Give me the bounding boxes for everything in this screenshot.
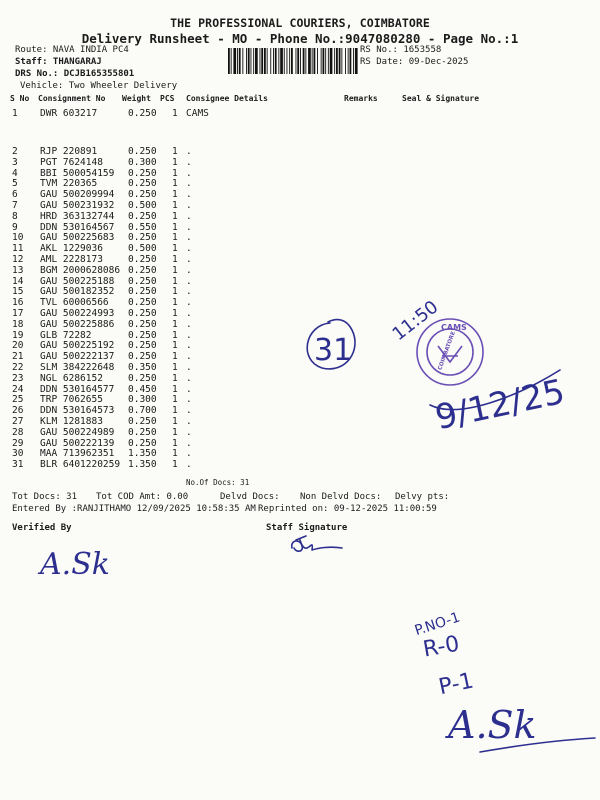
row-consignment: NGL 6286152 [40, 372, 103, 384]
row-consignee-details: . [186, 318, 192, 330]
vehicle-info: Vehicle: Two Wheeler Delivery [20, 81, 178, 91]
row-weight: 1.350 [128, 459, 157, 471]
row-consignee-details: . [186, 232, 192, 244]
row-consignee-details: . [186, 448, 192, 460]
drs-number: DRS No.: DCJB165355801 [15, 69, 135, 79]
row-sno: 12 [12, 254, 24, 265]
row-pcs: 1 [172, 167, 178, 179]
row-consignment: GAU 500182352 [40, 286, 115, 298]
row-consignee-details: . [186, 405, 192, 417]
reprinted-on: Reprinted on: 09-12-2025 11:00:59 [258, 504, 437, 514]
row-consignment: DDN 530164577 [40, 383, 115, 395]
row-weight: 0.250 [128, 108, 157, 119]
row-sno: 25 [12, 394, 24, 406]
row-weight: 0.550 [128, 221, 157, 233]
row-weight: 0.500 [128, 200, 157, 211]
row-weight: 0.250 [128, 297, 157, 309]
row-sno: 7 [12, 200, 18, 211]
col-sno: S No [10, 94, 30, 103]
row-pcs: 1 [172, 254, 178, 265]
row-consignee-details: . [186, 426, 192, 438]
row-consignment: AML 2228173 [40, 254, 103, 265]
row-consignee-details: . [186, 275, 192, 287]
row-consignment: DDN 530164573 [40, 405, 115, 417]
row-consignment: HRD 363132744 [40, 210, 115, 222]
cams-stamp [417, 319, 483, 385]
row-pcs: 1 [172, 200, 178, 211]
row-weight: 0.250 [128, 437, 157, 449]
row-consignment: AKL 1229036 [40, 243, 103, 255]
row-consignee-details: . [186, 200, 192, 211]
row-consignee-details: . [186, 351, 192, 363]
row-sno: 14 [12, 275, 24, 287]
col-consignee: Consignee Details [186, 94, 268, 103]
row-sno: 10 [12, 232, 24, 244]
row-consignment: DWR 603217 [40, 108, 98, 119]
row-consignment: GAU 500225188 [40, 275, 115, 287]
row-pcs: 1 [172, 437, 178, 449]
row-sno: 21 [12, 351, 24, 363]
row-consignee-details: . [186, 416, 192, 427]
row-consignee-details: CAMS [186, 108, 209, 119]
row-pcs: 1 [172, 286, 178, 298]
row-consignee-details: . [186, 243, 192, 255]
row-weight: 0.250 [128, 340, 157, 352]
row-sno: 13 [12, 264, 24, 276]
row-pcs: 1 [172, 372, 178, 384]
rs-number: RS No.: 1653558 [360, 45, 442, 55]
row-consignee-details: . [186, 329, 192, 341]
circled-count [307, 320, 355, 369]
row-consignee-details: . [186, 459, 192, 471]
row-pcs: 1 [172, 383, 178, 395]
handwritten-time: 11:50 [388, 296, 443, 346]
row-consignee-details: . [186, 362, 192, 373]
row-sno: 17 [12, 308, 24, 319]
row-consignee-details: . [186, 146, 192, 157]
row-consignment: DDN 530164567 [40, 221, 115, 233]
row-pcs: 1 [172, 275, 178, 287]
row-pcs: 1 [172, 448, 178, 460]
delvy-pts: Delvy pts: [395, 492, 450, 502]
no-of-docs: No.Of Docs: 31 [186, 478, 250, 487]
row-consignment: RJP 220891 [40, 146, 98, 157]
row-pcs: 1 [172, 297, 178, 309]
row-consignee-details: . [186, 383, 192, 395]
verified-initials: A.Sk [40, 547, 110, 582]
col-remarks: Remarks [344, 94, 378, 103]
row-consignee-details: . [186, 437, 192, 449]
row-sno: 19 [12, 329, 24, 341]
row-sno: 22 [12, 362, 24, 373]
row-consignment: BBI 500054159 [40, 167, 115, 179]
row-consignee-details: . [186, 221, 192, 233]
svg-text:31: 31 [314, 333, 353, 368]
row-pcs: 1 [172, 189, 178, 201]
col-weight: Weight [122, 94, 151, 103]
row-sno: 20 [12, 340, 24, 352]
row-sno: 18 [12, 318, 24, 330]
row-weight: 0.250 [128, 210, 157, 222]
row-sno: 6 [12, 189, 18, 201]
row-weight: 0.300 [128, 394, 157, 406]
row-consignment: GAU 500222139 [40, 437, 115, 449]
row-sno: 23 [12, 372, 24, 384]
col-pcs: PCS [160, 94, 175, 103]
row-pcs: 1 [172, 210, 178, 222]
row-weight: 0.300 [128, 156, 157, 168]
row-pcs: 1 [172, 318, 178, 330]
row-consignment: GLB 72282 [40, 329, 92, 341]
row-consignee-details: . [186, 167, 192, 179]
row-consignment: PGT 7624148 [40, 156, 103, 168]
row-consignee-details: . [186, 394, 192, 406]
row-weight: 0.250 [128, 416, 157, 427]
row-weight: 0.250 [128, 318, 157, 330]
row-consignee-details: . [186, 210, 192, 222]
row-consignee-details: . [186, 156, 192, 168]
row-pcs: 1 [172, 394, 178, 406]
entered-by: Entered By :RANJITHAMO 12/09/2025 10:58:35 AM [12, 504, 256, 514]
row-sno: 2 [12, 146, 18, 157]
row-weight: 0.250 [128, 329, 157, 341]
row-weight: 0.250 [128, 351, 157, 363]
row-pcs: 1 [172, 264, 178, 276]
row-consignment: SLM 384222648 [40, 362, 115, 373]
row-pcs: 1 [172, 308, 178, 319]
verified-by-label: Verified By [12, 523, 72, 533]
row-consignment: KLM 1281883 [40, 416, 103, 427]
row-sno: 16 [12, 297, 24, 309]
staff-info: Staff: THANGARAJ [15, 57, 102, 67]
row-pcs: 1 [172, 405, 178, 417]
row-pcs: 1 [172, 340, 178, 352]
row-weight: 0.250 [128, 275, 157, 287]
non-delvd-docs: Non Delvd Docs: [300, 492, 382, 502]
row-consignment: BLR 6401220259 [40, 459, 121, 471]
note-initials: A.Sk [448, 703, 537, 747]
row-pcs: 1 [172, 221, 178, 233]
row-consignment: GAU 500224989 [40, 426, 115, 438]
row-weight: 0.500 [128, 243, 157, 255]
row-pcs: 1 [172, 362, 178, 373]
row-sno: 5 [12, 178, 18, 190]
row-weight: 0.250 [128, 189, 157, 201]
row-pcs: 1 [172, 459, 178, 471]
row-weight: 1.350 [128, 448, 157, 460]
row-sno: 24 [12, 383, 24, 395]
row-consignment: GAU 500224993 [40, 308, 115, 319]
row-consignment: GAU 500222137 [40, 351, 115, 363]
row-consignee-details: . [186, 286, 192, 298]
row-weight: 0.350 [128, 362, 157, 373]
row-pcs: 1 [172, 156, 178, 168]
row-weight: 0.450 [128, 383, 157, 395]
row-sno: 4 [12, 167, 18, 179]
row-consignment: GAU 500209994 [40, 189, 115, 201]
row-pcs: 1 [172, 243, 178, 255]
col-seal: Seal & Signature [402, 94, 480, 103]
row-consignment: GAU 500225192 [40, 340, 115, 352]
row-weight: 0.250 [128, 167, 157, 179]
row-consignee-details: . [186, 264, 192, 276]
company-title: THE PROFESSIONAL COURIERS, COIMBATORE [170, 16, 430, 30]
handwritten-date: 9/12/25 [431, 371, 569, 439]
note-r: R-0 [421, 631, 462, 663]
row-consignment: MAA 713962351 [40, 448, 115, 460]
row-consignee-details: . [186, 178, 192, 190]
row-consignee-details: . [186, 308, 192, 319]
row-consignee-details: . [186, 372, 192, 384]
row-weight: 0.250 [128, 178, 157, 190]
row-pcs: 1 [172, 178, 178, 190]
row-consignment: GAU 500225886 [40, 318, 115, 330]
row-pcs: 1 [172, 426, 178, 438]
row-consignment: TVL 60006566 [40, 297, 109, 309]
row-sno: 29 [12, 437, 24, 449]
staff-signature-scrawl [292, 536, 342, 551]
row-weight: 0.250 [128, 232, 157, 244]
row-pcs: 1 [172, 416, 178, 427]
col-consignment: Consignment No [38, 94, 106, 103]
row-sno: 9 [12, 221, 18, 233]
row-weight: 0.250 [128, 264, 157, 276]
row-sno: 27 [12, 416, 24, 427]
svg-text:COIMBATORE: COIMBATORE [437, 330, 457, 372]
staff-signature-label: Staff Signature [266, 523, 348, 533]
row-weight: 0.700 [128, 405, 157, 417]
rs-date: RS Date: 09-Dec-2025 [360, 57, 469, 67]
row-weight: 0.250 [128, 286, 157, 298]
row-weight: 0.250 [128, 146, 157, 157]
row-sno: 31 [12, 459, 24, 471]
row-consignment: TRP 7062655 [40, 394, 103, 406]
row-weight: 0.250 [128, 372, 157, 384]
row-weight: 0.250 [128, 254, 157, 265]
row-sno: 1 [12, 108, 18, 119]
row-pcs: 1 [172, 232, 178, 244]
route-info: Route: NAVA INDIA PC4 [15, 45, 129, 55]
row-sno: 28 [12, 426, 24, 438]
row-weight: 0.250 [128, 308, 157, 319]
row-sno: 3 [12, 156, 18, 168]
row-consignment: BGM 2000628086 [40, 264, 121, 276]
row-consignee-details: . [186, 297, 192, 309]
note-pno: P.NO-1 [412, 609, 463, 640]
row-weight: 0.250 [128, 426, 157, 438]
row-consignee-details: . [186, 254, 192, 265]
row-consignee-details: . [186, 340, 192, 352]
row-sno: 15 [12, 286, 24, 298]
row-pcs: 1 [172, 351, 178, 363]
row-sno: 11 [12, 243, 24, 255]
runsheet-title: Delivery Runsheet - MO - Phone No.:9047080280 - Page No.:1 [81, 31, 519, 46]
row-consignee-details: . [186, 189, 192, 201]
row-sno: 8 [12, 210, 18, 222]
row-pcs: 1 [172, 146, 178, 157]
tot-docs: Tot Docs: 31 [12, 492, 78, 502]
row-sno: 26 [12, 405, 24, 417]
row-consignment: GAU 500231932 [40, 200, 115, 211]
tot-cod: Tot COD Amt: 0.00 [96, 492, 189, 502]
row-sno: 30 [12, 448, 24, 460]
note-p: P-1 [436, 668, 476, 701]
row-consignment: GAU 500225683 [40, 232, 115, 244]
row-consignment: TVM 220365 [40, 178, 98, 190]
delvd-docs: Delvd Docs: [220, 492, 280, 502]
row-pcs: 1 [172, 329, 178, 341]
row-pcs: 1 [172, 108, 178, 119]
svg-text:CAMS: CAMS [441, 323, 467, 332]
